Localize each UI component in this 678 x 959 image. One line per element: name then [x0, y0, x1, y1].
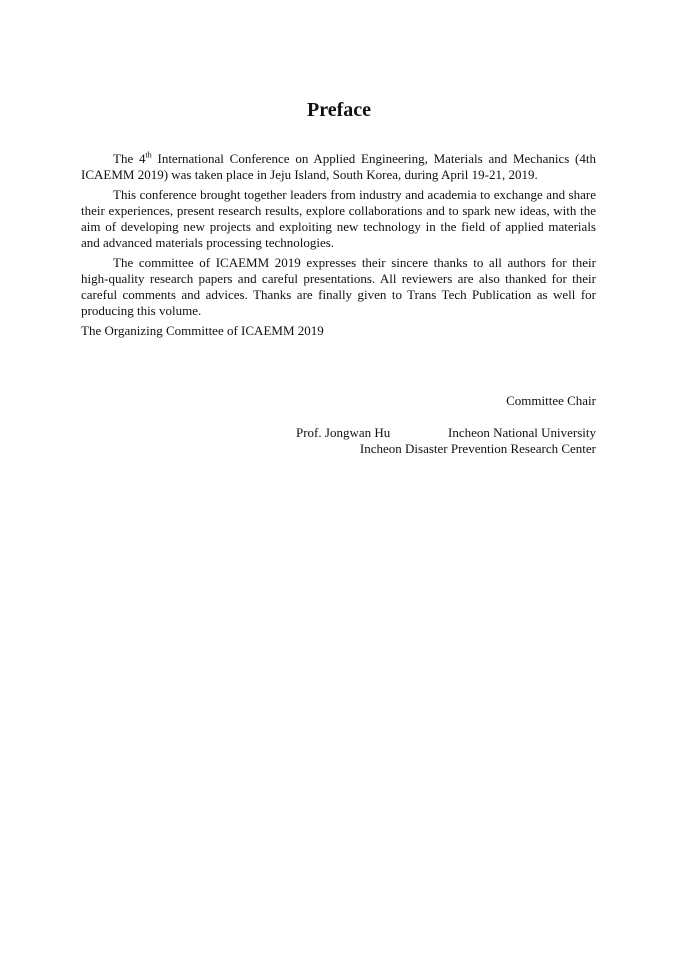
organizer-line: The Organizing Committee of ICAEMM 2019: [81, 323, 324, 338]
signature-affiliation-1: Incheon National University: [447, 425, 596, 440]
preface-body: [81, 151, 596, 339]
paragraph-1-rest: International Conference on Applied Engineering, Materials and Mechanics (4th ICAEMM 2019) was taken place in Jeju Island, South Korea, during April 19-21, 2019.: [81, 151, 596, 182]
signature-affiliation-2: Incheon Disaster Prevention Research Center: [359, 441, 596, 456]
signature-name-row: [280, 425, 596, 441]
ordinal-superscript: th: [145, 150, 152, 160]
signature-name: Prof. Jongwan Hu: [296, 425, 391, 440]
signature-block: [280, 393, 596, 457]
page-title: Preface: [306, 99, 372, 121]
paragraph-acknowledgements: The committee of ICAEMM 2019 expresses their sincere thanks to all authors for their high-quality research papers and careful presentations. All reviewers are also thanked for their careful comments and advices. Thanks are finally given to Trans Tech Publication as well for producing this volume.: [81, 255, 596, 318]
paragraph-conference-info: [81, 151, 596, 183]
paragraph-1-start: The 4: [113, 151, 146, 166]
paragraph-conference-aim: This conference brought together leaders from industry and academia to exchange and share their experiences, present research results, explore collaborations and to spark new ideas, with the aim of developing new projects and exploiting new technology in the field of applied materials and advanced materials processing technologies.: [81, 187, 596, 250]
signature-role: Committee Chair: [506, 393, 596, 408]
